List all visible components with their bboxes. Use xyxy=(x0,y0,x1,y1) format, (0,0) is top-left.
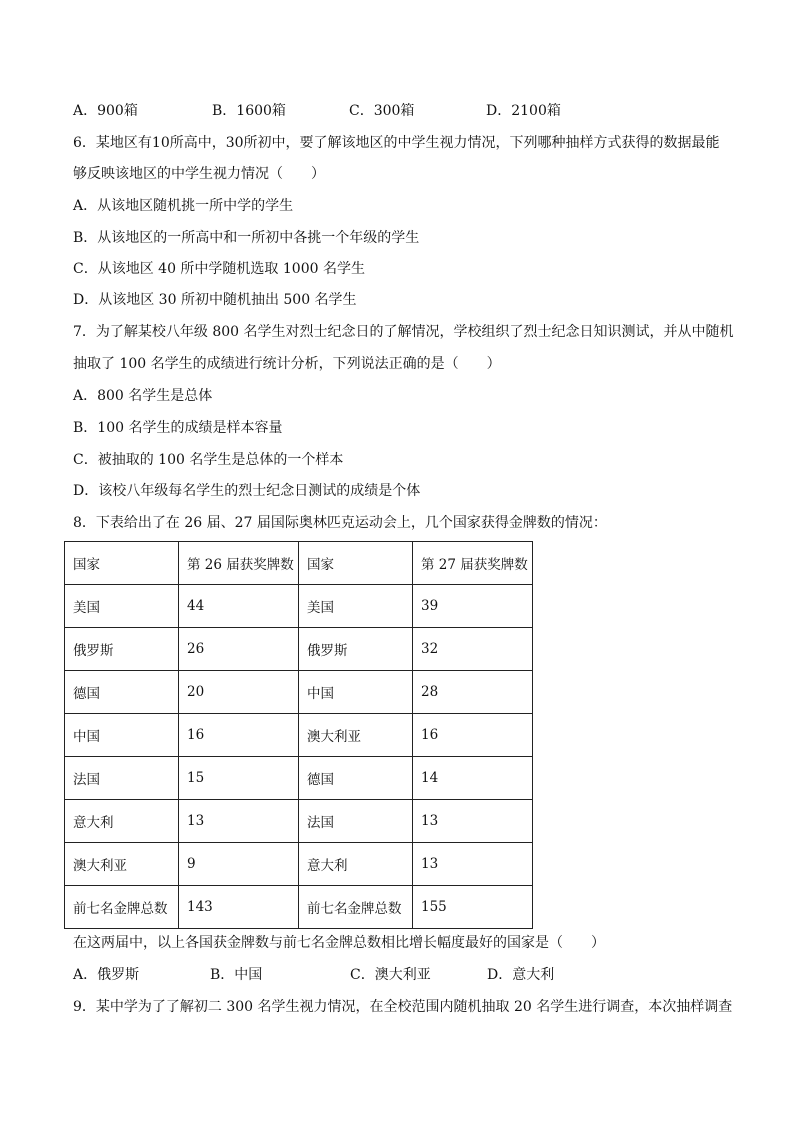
cell-medals-27: 39 xyxy=(413,585,533,628)
q7-option-b: B．100 名学生的成绩是样本容量 xyxy=(73,420,283,436)
table-row xyxy=(65,843,533,886)
q8-stem: 8．下表给出了在 26 届、27 届国际奥林匹克运动会上，几个国家获得金牌数的情况： xyxy=(73,515,607,531)
cell-country-27: 意大利 xyxy=(299,843,413,886)
q8-question: 在这两届中，以上各国获金牌数与前七名金牌总数相比增长幅度最好的国家是（ ） xyxy=(73,935,605,951)
cell-medals-27: 155 xyxy=(413,886,533,929)
medal-table-body xyxy=(65,542,533,929)
q5-option-a: A．900箱 xyxy=(73,103,138,119)
q6-option-d: D．从该地区 30 所初中随机抽出 500 名学生 xyxy=(73,292,357,308)
header-country-26: 国家 xyxy=(65,542,179,585)
cell-country-27: 德国 xyxy=(299,757,413,800)
medal-table xyxy=(64,541,533,929)
q8-option-c: C．澳大利亚 xyxy=(350,967,431,983)
q9-stem-line1: 9．某中学为了了解初二 300 名学生视力情况，在全校范围内随机抽取 20 名学生进行调查，本次抽样调查 xyxy=(73,999,733,1015)
q5-option-b: B．1600箱 xyxy=(212,103,286,119)
table-row xyxy=(65,800,533,843)
q8-option-a: A．俄罗斯 xyxy=(73,967,140,983)
q5-option-c: C．300箱 xyxy=(349,103,415,119)
table-row xyxy=(65,714,533,757)
cell-country-26: 俄罗斯 xyxy=(65,628,179,671)
cell-country-26: 德国 xyxy=(65,671,179,714)
cell-country-26: 中国 xyxy=(65,714,179,757)
cell-medals-26: 15 xyxy=(179,757,299,800)
cell-medals-26: 9 xyxy=(179,843,299,886)
header-medals-26: 第 26 届获奖牌数 xyxy=(179,542,299,585)
cell-medals-26: 20 xyxy=(179,671,299,714)
cell-country-26: 澳大利亚 xyxy=(65,843,179,886)
cell-country-26: 意大利 xyxy=(65,800,179,843)
table-row xyxy=(65,671,533,714)
q7-option-a: A．800 名学生是总体 xyxy=(73,388,213,404)
cell-medals-27: 13 xyxy=(413,800,533,843)
q7-option-d: D．该校八年级每名学生的烈士纪念日测试的成绩是个体 xyxy=(73,483,421,499)
q6-stem-line2: 够反映该地区的中学生视力情况（ ） xyxy=(73,166,325,182)
table-row xyxy=(65,585,533,628)
q6-option-a: A．从该地区随机挑一所中学的学生 xyxy=(73,198,294,214)
q6-stem-line1: 6．某地区有10所高中，30所初中，要了解该地区的中学生视力情况，下列哪种抽样方式获得的数据最能 xyxy=(73,135,720,151)
q6-option-b: B．从该地区的一所高中和一所初中各挑一个年级的学生 xyxy=(73,230,420,246)
table-header-row xyxy=(65,542,533,585)
cell-medals-27: 28 xyxy=(413,671,533,714)
q8-option-b: B．中国 xyxy=(210,967,263,983)
cell-medals-27: 13 xyxy=(413,843,533,886)
cell-country-26: 法国 xyxy=(65,757,179,800)
q7-stem-line2: 抽取了 100 名学生的成绩进行统计分析，下列说法正确的是（ ） xyxy=(73,356,501,372)
header-medals-27: 第 27 届获奖牌数 xyxy=(413,542,533,585)
cell-country-27: 俄罗斯 xyxy=(299,628,413,671)
header-country-27: 国家 xyxy=(299,542,413,585)
q7-stem-line1: 7．为了解某校八年级 800 名学生对烈士纪念日的了解情况，学校组织了烈士纪念日知识测试，并从中随机 xyxy=(73,324,734,340)
cell-country-27: 中国 xyxy=(299,671,413,714)
table-row xyxy=(65,757,533,800)
cell-medals-27: 32 xyxy=(413,628,533,671)
cell-country-27: 前七名金牌总数 xyxy=(299,886,413,929)
cell-medals-26: 26 xyxy=(179,628,299,671)
cell-medals-27: 16 xyxy=(413,714,533,757)
q6-option-c: C．从该地区 40 所中学随机选取 1000 名学生 xyxy=(73,261,365,277)
q7-option-c: C．被抽取的 100 名学生是总体的一个样本 xyxy=(73,452,344,468)
cell-medals-27: 14 xyxy=(413,757,533,800)
cell-medals-26: 143 xyxy=(179,886,299,929)
table-row xyxy=(65,886,533,929)
table-row xyxy=(65,628,533,671)
cell-country-26: 前七名金牌总数 xyxy=(65,886,179,929)
q5-option-d: D．2100箱 xyxy=(486,103,561,119)
cell-country-26: 美国 xyxy=(65,585,179,628)
cell-country-27: 法国 xyxy=(299,800,413,843)
cell-medals-26: 16 xyxy=(179,714,299,757)
cell-medals-26: 44 xyxy=(179,585,299,628)
cell-country-27: 澳大利亚 xyxy=(299,714,413,757)
cell-country-27: 美国 xyxy=(299,585,413,628)
cell-medals-26: 13 xyxy=(179,800,299,843)
q8-option-d: D．意大利 xyxy=(487,967,555,983)
